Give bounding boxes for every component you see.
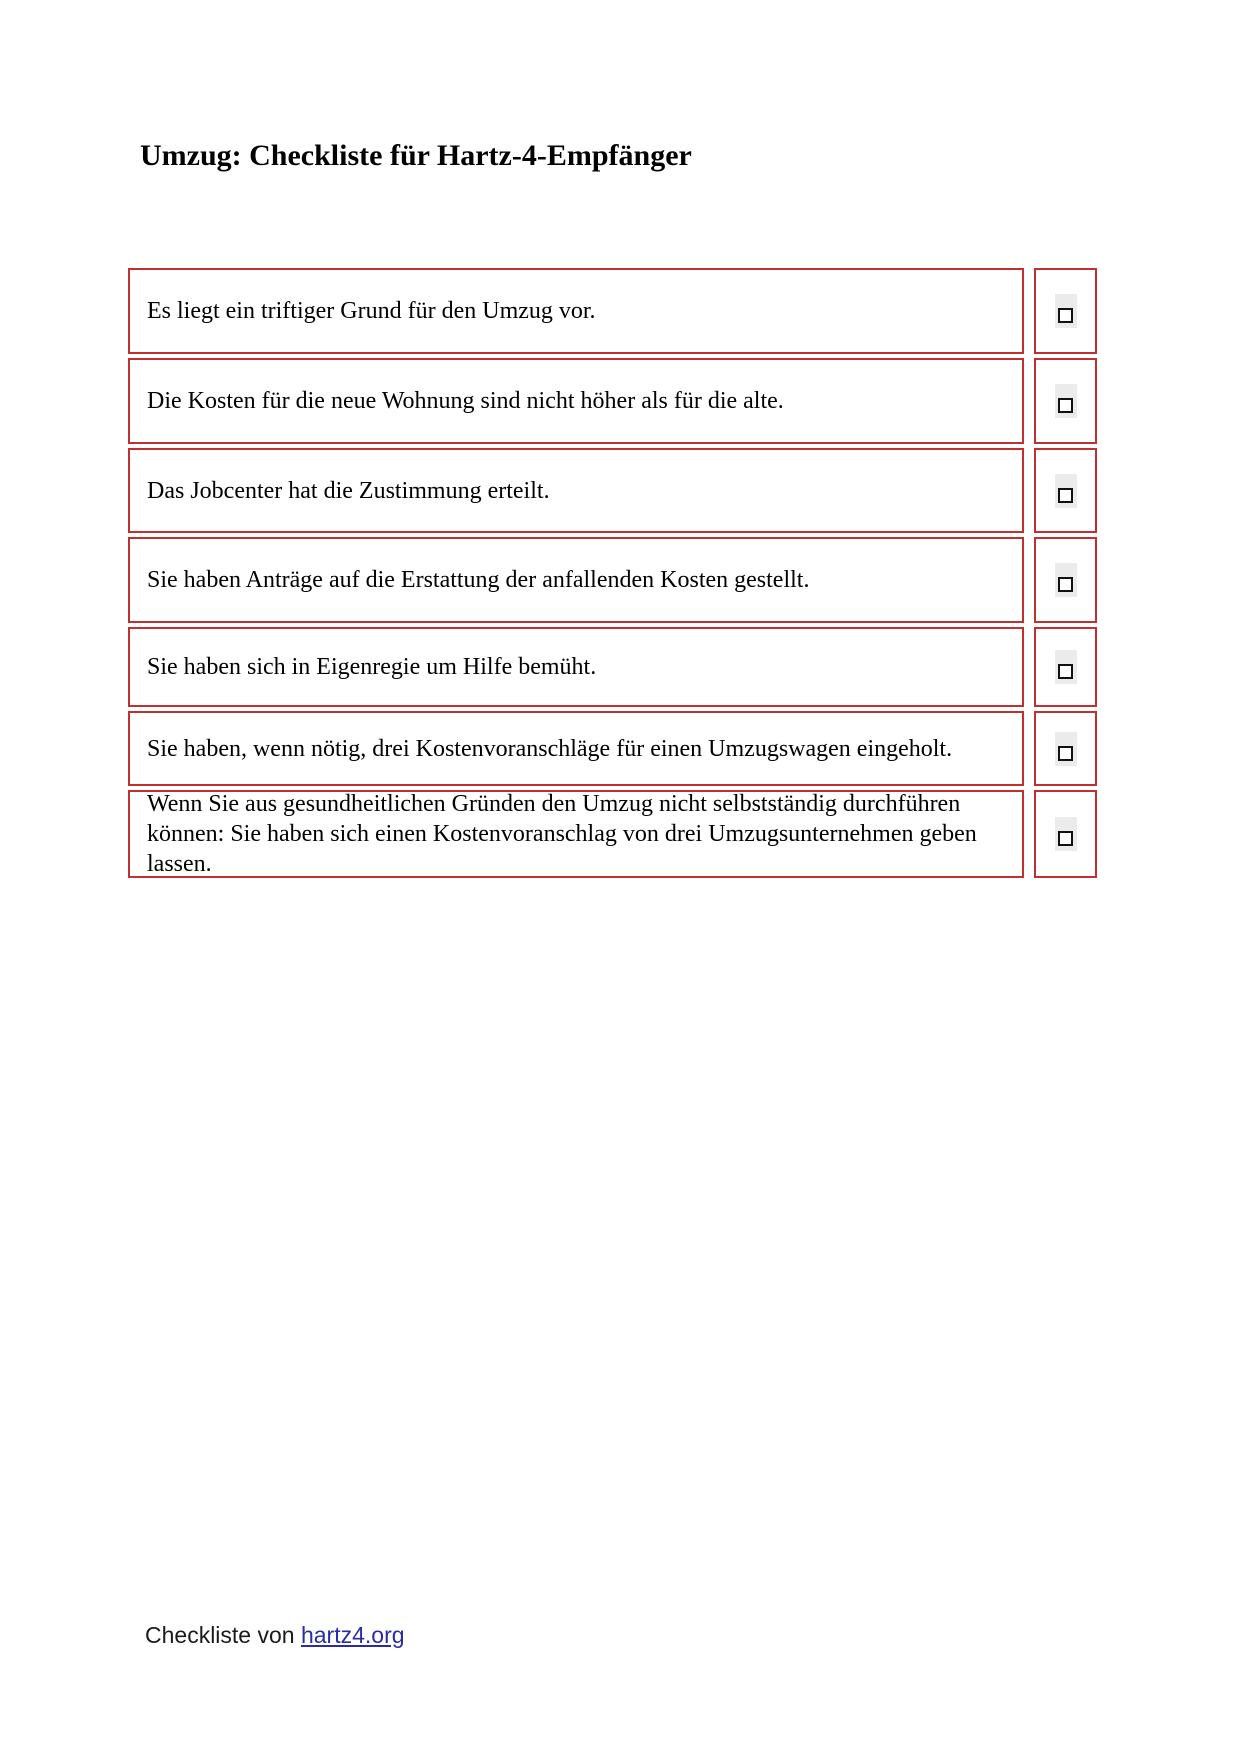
checkbox-cell <box>1034 268 1097 354</box>
checklist-table <box>128 268 1097 878</box>
checklist-item-label: Es liegt ein triftiger Grund für den Umzug vor. <box>147 298 596 324</box>
checkbox-shading <box>1055 294 1077 328</box>
checkbox-cell <box>1034 448 1097 533</box>
checkbox[interactable] <box>1058 664 1073 679</box>
checkbox-shading <box>1055 732 1077 766</box>
checkbox-cell <box>1034 358 1097 444</box>
checkbox[interactable] <box>1058 831 1073 846</box>
checkbox-shading <box>1055 563 1077 597</box>
checkbox-cell <box>1034 790 1097 878</box>
footer <box>145 1622 405 1649</box>
footer-text: Checkliste von <box>145 1622 301 1648</box>
footer-link[interactable]: hartz4.org <box>300 1622 405 1648</box>
checkbox-shading <box>1055 474 1077 508</box>
checklist-item-label: Die Kosten für die neue Wohnung sind nicht höher als für die alte. <box>147 388 784 414</box>
checklist-item-label: Sie haben sich in Eigenregie um Hilfe bemüht. <box>147 654 597 680</box>
checklist-item-text <box>128 268 1024 354</box>
checklist-item-label: Das Jobcenter hat die Zustimmung erteilt. <box>147 477 550 504</box>
checklist-item-text <box>128 358 1024 444</box>
checkbox[interactable] <box>1058 488 1073 503</box>
checkbox[interactable] <box>1058 577 1073 592</box>
checkbox-shading <box>1055 650 1077 684</box>
checkbox[interactable] <box>1058 398 1073 413</box>
checklist-item-text <box>128 627 1024 707</box>
checklist-item-text <box>128 711 1024 786</box>
checklist-item-label: Wenn Sie aus gesundheitlichen Gründen den Umzug nicht selbstständig durchführen können: Sie haben sich einen Kostenvoranschlag von drei Umzugsunternehmen geben lassen. <box>147 791 977 877</box>
checklist-item-label: Sie haben Anträge auf die Erstattung der anfallenden Kosten gestellt. <box>147 567 810 593</box>
checklist-item-text <box>128 537 1024 623</box>
checkbox-cell <box>1034 627 1097 707</box>
checklist-item-label: Sie haben, wenn nötig, drei Kostenvoranschläge für einen Umzugswagen eingeholt. <box>147 735 953 762</box>
checkbox-cell <box>1034 537 1097 623</box>
checkbox-cell <box>1034 711 1097 786</box>
checklist-item-text <box>128 448 1024 533</box>
checkbox-shading <box>1055 384 1077 418</box>
document-title: Umzug: Checkliste für Hartz-4-Empfänger <box>140 139 692 172</box>
checkbox-shading <box>1055 817 1077 851</box>
checklist-item-text <box>128 790 1024 878</box>
checkbox[interactable] <box>1058 308 1073 323</box>
checkbox[interactable] <box>1058 746 1073 761</box>
